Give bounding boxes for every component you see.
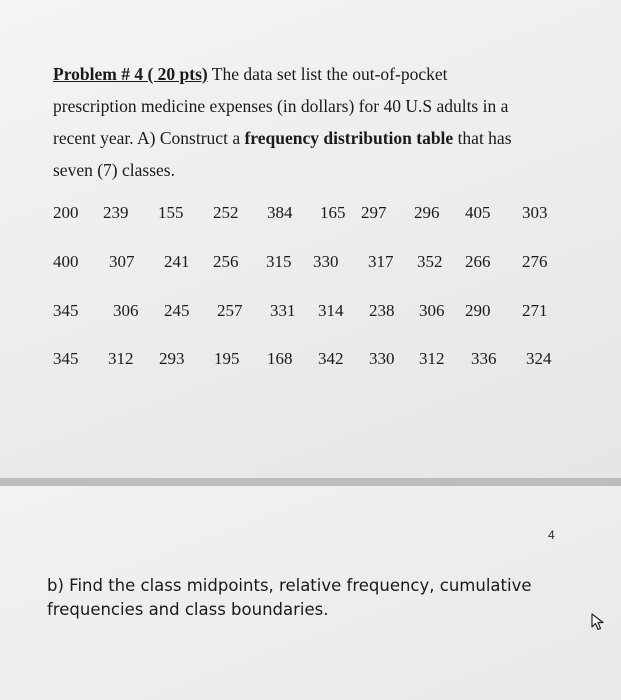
data-row bbox=[53, 203, 563, 227]
data-row bbox=[53, 252, 563, 276]
data-value: 315 bbox=[266, 252, 292, 271]
data-value: 252 bbox=[213, 203, 239, 222]
problem-line-1: Problem # 4 ( 20 pts) The data set list the out-of-pocket bbox=[53, 64, 448, 84]
data-value: 330 bbox=[369, 349, 395, 368]
data-value: 168 bbox=[267, 349, 293, 368]
frequency-table-term: frequency distribution table bbox=[244, 128, 454, 148]
data-value: 330 bbox=[313, 252, 339, 271]
data-value: 303 bbox=[522, 203, 548, 222]
data-value: 342 bbox=[318, 349, 344, 368]
data-value: 306 bbox=[419, 301, 445, 320]
data-value: 317 bbox=[368, 252, 394, 271]
data-value: 345 bbox=[53, 301, 79, 320]
data-value: 195 bbox=[214, 349, 240, 368]
data-value: 352 bbox=[417, 252, 443, 271]
page-number: 4 bbox=[548, 528, 555, 542]
mouse-pointer-icon bbox=[590, 612, 606, 632]
data-value: 245 bbox=[164, 301, 190, 320]
data-value: 312 bbox=[108, 349, 134, 368]
data-value: 271 bbox=[522, 301, 548, 320]
data-value: 165 bbox=[320, 203, 346, 222]
data-value: 297 bbox=[361, 203, 387, 222]
data-value: 384 bbox=[267, 203, 293, 222]
data-value: 241 bbox=[164, 252, 190, 271]
data-value: 200 bbox=[53, 203, 79, 222]
data-value: 405 bbox=[465, 203, 491, 222]
part-b-question bbox=[47, 574, 567, 622]
data-value: 239 bbox=[103, 203, 129, 222]
data-value: 257 bbox=[217, 301, 243, 320]
part-b-line-1: b) Find the class midpoints, relative frequency, cumulative bbox=[47, 576, 532, 595]
page-divider bbox=[0, 478, 621, 486]
data-value: 155 bbox=[158, 203, 184, 222]
data-value: 293 bbox=[159, 349, 185, 368]
data-value: 306 bbox=[113, 301, 139, 320]
part-b-line-2: frequencies and class boundaries. bbox=[47, 600, 329, 619]
problem-heading: Problem # 4 ( 20 pts) bbox=[53, 64, 208, 84]
data-value: 400 bbox=[53, 252, 79, 271]
problem-line-3: recent year. A) Construct a frequency distribution table that has bbox=[53, 128, 512, 148]
data-row bbox=[53, 301, 563, 325]
data-value: 314 bbox=[318, 301, 344, 320]
data-value: 331 bbox=[270, 301, 296, 320]
problem-line-2: prescription medicine expenses (in dollars) for 40 U.S adults in a bbox=[53, 96, 509, 116]
data-row bbox=[53, 349, 563, 373]
data-value: 238 bbox=[369, 301, 395, 320]
problem-line-4: seven (7) classes. bbox=[53, 160, 175, 180]
data-value: 307 bbox=[109, 252, 135, 271]
problem-statement bbox=[53, 58, 573, 186]
data-value: 256 bbox=[213, 252, 239, 271]
data-value: 266 bbox=[465, 252, 491, 271]
data-value: 312 bbox=[419, 349, 445, 368]
data-value: 296 bbox=[414, 203, 440, 222]
data-value: 324 bbox=[526, 349, 552, 368]
data-value: 276 bbox=[522, 252, 548, 271]
data-value: 345 bbox=[53, 349, 79, 368]
data-value: 336 bbox=[471, 349, 497, 368]
data-value: 290 bbox=[465, 301, 491, 320]
